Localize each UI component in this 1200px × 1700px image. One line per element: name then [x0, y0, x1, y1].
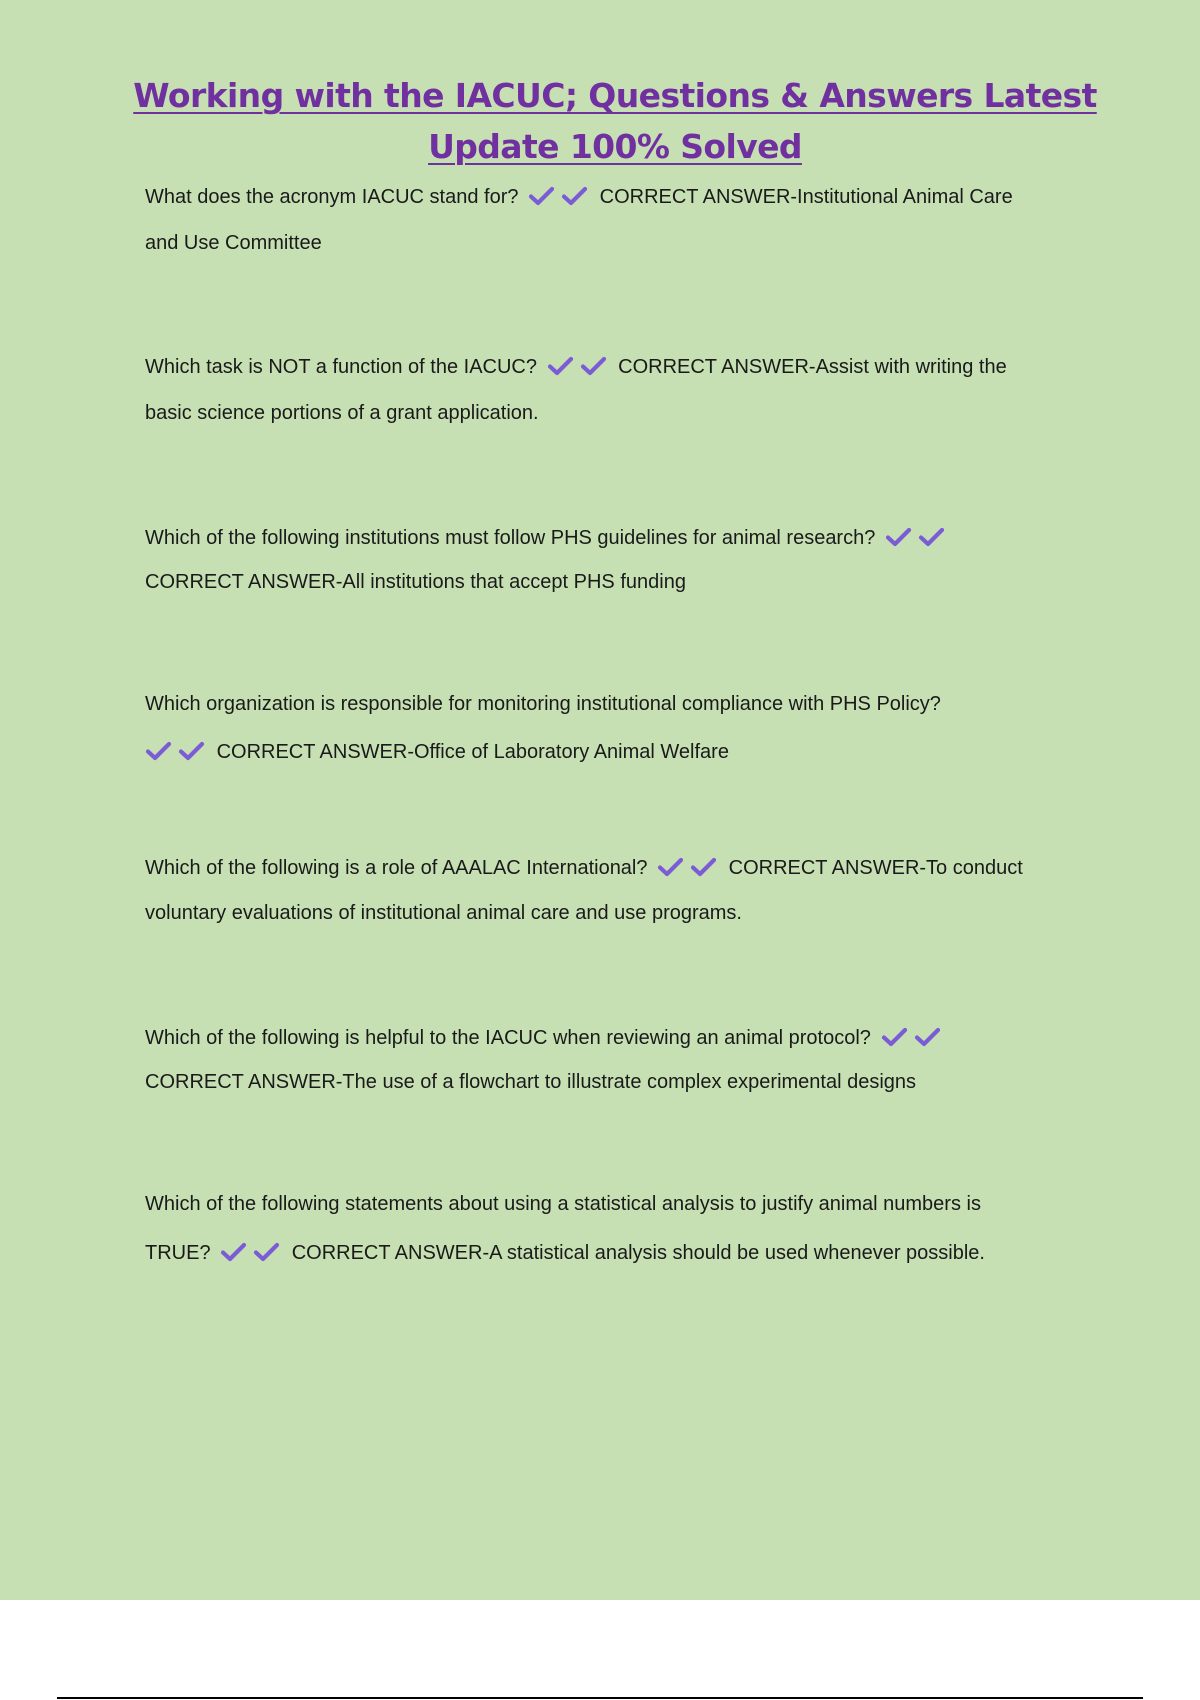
qa-line	[145, 891, 1095, 936]
question-text: Which organization is responsible for monitoring institutional compliance with PHS Policy?	[145, 693, 941, 715]
qa-line	[145, 390, 1095, 436]
document-title	[120, 70, 1110, 172]
checkmarks	[547, 356, 613, 378]
checkmarks	[145, 741, 211, 763]
answer-text-continued: basic science portions of a grant application.	[145, 402, 539, 424]
qa-line	[145, 560, 1095, 604]
qa-item	[145, 344, 1095, 436]
qa-line	[145, 220, 1095, 266]
qa-line	[145, 174, 1095, 220]
answer-text-continued: voluntary evaluations of institutional animal care and use programs.	[145, 902, 742, 924]
question-text: Which task is NOT a function of the IACUC?	[145, 356, 538, 378]
check-icon	[253, 1241, 280, 1263]
check-icon	[881, 1026, 908, 1048]
check-icon	[690, 856, 717, 878]
answer-text: CORRECT ANSWER-A statistical analysis should be used whenever possible.	[291, 1242, 985, 1264]
question-text-continued: TRUE?	[145, 1242, 211, 1264]
check-icon	[918, 526, 945, 548]
qa-item	[145, 174, 1095, 266]
question-text: Which of the following institutions must follow PHS guidelines for animal research?	[145, 527, 876, 549]
title-line-2: Update 100% Solved	[428, 127, 802, 166]
qa-line	[145, 1060, 1095, 1104]
check-icon	[528, 185, 555, 207]
title-line-1: Working with the IACUC; Questions & Answers Latest	[133, 76, 1097, 115]
qa-item	[145, 1016, 1095, 1104]
question-text: Which of the following is a role of AAALAC International?	[145, 857, 648, 879]
answer-text: CORRECT ANSWER-Office of Laboratory Animal Welfare	[216, 741, 729, 763]
answer-text: CORRECT ANSWER-To conduct	[728, 857, 1023, 879]
answer-text: CORRECT ANSWER-Institutional Animal Care	[599, 186, 1013, 208]
answer-text-continued: and Use Committee	[145, 232, 322, 254]
check-icon	[561, 185, 588, 207]
check-icon	[220, 1241, 247, 1263]
qa-line	[145, 1229, 1095, 1278]
qa-line	[145, 1016, 1095, 1060]
qa-item	[145, 846, 1095, 936]
check-icon	[145, 740, 172, 762]
qa-line	[145, 846, 1095, 891]
check-icon	[885, 526, 912, 548]
checkmarks	[657, 857, 723, 879]
question-text: Which of the following is helpful to the IACUC when reviewing an animal protocol?	[145, 1027, 871, 1049]
checkmarks	[528, 186, 594, 208]
qa-item	[145, 516, 1095, 604]
check-icon	[178, 740, 205, 762]
check-icon	[580, 355, 607, 377]
check-icon	[914, 1026, 941, 1048]
qa-line	[145, 728, 1095, 776]
question-text: Which of the following statements about using a statistical analysis to justify animal numbers is	[145, 1193, 981, 1215]
check-icon	[657, 856, 684, 878]
qa-line	[145, 516, 1095, 560]
answer-text: CORRECT ANSWER-Assist with writing the	[618, 356, 1007, 378]
qa-item	[145, 680, 1095, 776]
checkmarks	[885, 527, 951, 549]
qa-line	[145, 680, 1095, 728]
qa-item	[145, 1180, 1095, 1278]
checkmarks	[220, 1242, 286, 1264]
qa-line	[145, 1180, 1095, 1229]
footer-rule	[57, 1697, 1143, 1699]
checkmarks	[881, 1027, 947, 1049]
qa-line	[145, 344, 1095, 390]
check-icon	[547, 355, 574, 377]
answer-text: CORRECT ANSWER-The use of a flowchart to illustrate complex experimental designs	[145, 1071, 917, 1093]
answer-text: CORRECT ANSWER-All institutions that accept PHS funding	[145, 571, 686, 593]
question-text: What does the acronym IACUC stand for?	[145, 186, 519, 208]
